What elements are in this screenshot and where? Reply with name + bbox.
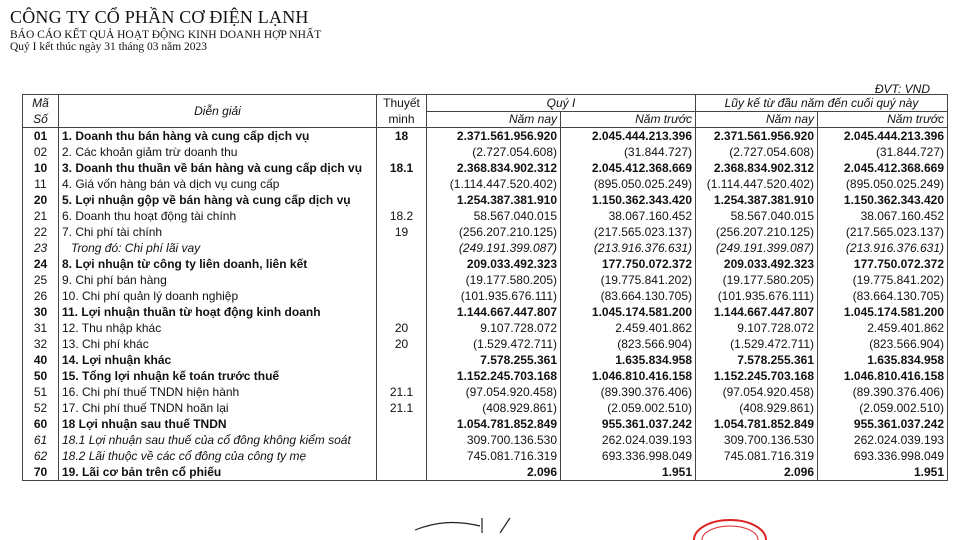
row-description: 5. Lợi nhuận gộp về bán hàng và cung cấp dịch vụ: [59, 192, 377, 208]
row-ytd-last-year: 955.361.037.242: [818, 416, 948, 432]
row-code: 20: [23, 192, 59, 208]
row-q1-last-year: 955.361.037.242: [561, 416, 696, 432]
row-ytd-this-year: 309.700.136.530: [696, 432, 818, 448]
row-ytd-last-year: (217.565.023.137): [818, 224, 948, 240]
row-q1-this-year: 2.096: [427, 464, 561, 481]
row-note: 18.2: [377, 208, 427, 224]
row-ytd-this-year: 1.152.245.703.168: [696, 368, 818, 384]
row-q1-this-year: (249.191.399.087): [427, 240, 561, 256]
row-ytd-last-year: (31.844.727): [818, 144, 948, 160]
col-desc-header: Diễn giải: [59, 95, 377, 128]
row-code: 32: [23, 336, 59, 352]
row-description: Trong đó: Chi phí lãi vay: [59, 240, 377, 256]
row-ytd-this-year: 1.054.781.852.849: [696, 416, 818, 432]
row-ytd-last-year: 1.635.834.958: [818, 352, 948, 368]
row-q1-last-year: 1.046.810.416.158: [561, 368, 696, 384]
row-ytd-this-year: (97.054.920.458): [696, 384, 818, 400]
row-q1-this-year: 58.567.040.015: [427, 208, 561, 224]
table-row: [23, 208, 948, 224]
row-note: 20: [377, 320, 427, 336]
row-ytd-last-year: (19.775.841.202): [818, 272, 948, 288]
row-q1-last-year: 2.459.401.862: [561, 320, 696, 336]
row-q1-this-year: 745.081.716.319: [427, 448, 561, 464]
row-note: 21.1: [377, 400, 427, 416]
table-row: [23, 352, 948, 368]
table-row: [23, 144, 948, 160]
row-note: [377, 272, 427, 288]
row-ytd-this-year: (249.191.399.087): [696, 240, 818, 256]
row-ytd-this-year: 2.371.561.956.920: [696, 128, 818, 145]
row-ytd-last-year: 262.024.039.193: [818, 432, 948, 448]
row-code: 31: [23, 320, 59, 336]
table-row: [23, 400, 948, 416]
table-row: [23, 320, 948, 336]
row-q1-this-year: (408.929.861): [427, 400, 561, 416]
table-row: [23, 432, 948, 448]
table-row: [23, 304, 948, 320]
row-ytd-last-year: (83.664.130.705): [818, 288, 948, 304]
row-note: [377, 192, 427, 208]
row-code: 26: [23, 288, 59, 304]
row-ytd-this-year: (19.177.580.205): [696, 272, 818, 288]
row-q1-this-year: (2.727.054.608): [427, 144, 561, 160]
row-code: 30: [23, 304, 59, 320]
row-description: 12. Thu nhập khác: [59, 320, 377, 336]
col-ytd-header: Lũy kế từ đầu năm đến cuối quý này: [696, 95, 948, 112]
row-description: 18.1 Lợi nhuận sau thuế của cổ đông không kiểm soát: [59, 432, 377, 448]
row-ytd-last-year: 2.045.444.213.396: [818, 128, 948, 145]
row-description: 3. Doanh thu thuần về bán hàng và cung cấp dịch vụ: [59, 160, 377, 176]
col-q1-header: Quý I: [427, 95, 696, 112]
row-description: 19. Lãi cơ bản trên cổ phiếu: [59, 464, 377, 481]
row-q1-last-year: 2.045.444.213.396: [561, 128, 696, 145]
row-code: 01: [23, 128, 59, 145]
row-description: 13. Chi phí khác: [59, 336, 377, 352]
col-code-header: Mã Số: [23, 95, 59, 128]
row-code: 52: [23, 400, 59, 416]
row-note: 18: [377, 128, 427, 145]
row-q1-last-year: (83.664.130.705): [561, 288, 696, 304]
report-header: [10, 8, 321, 54]
row-q1-this-year: 7.578.255.361: [427, 352, 561, 368]
row-ytd-last-year: (89.390.376.406): [818, 384, 948, 400]
row-q1-this-year: (1.529.472.711): [427, 336, 561, 352]
table-row: [23, 128, 948, 145]
row-note: [377, 256, 427, 272]
row-q1-this-year: (101.935.676.111): [427, 288, 561, 304]
row-q1-this-year: (256.207.210.125): [427, 224, 561, 240]
row-ytd-this-year: (1.114.447.520.402): [696, 176, 818, 192]
col-y-last-header: Năm trước: [818, 112, 948, 128]
row-description: 18.2 Lãi thuộc về các cổ đông của công ty mẹ: [59, 448, 377, 464]
row-ytd-this-year: 1.144.667.447.807: [696, 304, 818, 320]
row-note: [377, 144, 427, 160]
table-row: [23, 256, 948, 272]
row-code: 50: [23, 368, 59, 384]
row-ytd-last-year: 1.046.810.416.158: [818, 368, 948, 384]
row-description: 10. Chi phí quản lý doanh nghiệp: [59, 288, 377, 304]
row-note: [377, 368, 427, 384]
row-q1-this-year: 1.054.781.852.849: [427, 416, 561, 432]
row-code: 51: [23, 384, 59, 400]
col-q-this-header: Năm nay: [427, 112, 561, 128]
row-q1-last-year: 1.045.174.581.200: [561, 304, 696, 320]
row-ytd-last-year: 2.459.401.862: [818, 320, 948, 336]
row-description: 6. Doanh thu hoạt động tài chính: [59, 208, 377, 224]
row-note: [377, 352, 427, 368]
row-q1-this-year: (1.114.447.520.402): [427, 176, 561, 192]
row-ytd-last-year: (213.916.376.631): [818, 240, 948, 256]
row-description: 15. Tổng lợi nhuận kế toán trước thuế: [59, 368, 377, 384]
row-note: 20: [377, 336, 427, 352]
currency-unit: ĐVT: VND: [874, 82, 930, 96]
row-note: [377, 448, 427, 464]
row-code: 02: [23, 144, 59, 160]
row-description: 1. Doanh thu bán hàng và cung cấp dịch vụ: [59, 128, 377, 145]
company-seal: [690, 516, 770, 540]
report-period: Quý I kết thúc ngày 31 tháng 03 năm 2023: [10, 41, 208, 54]
row-q1-this-year: 1.254.387.381.910: [427, 192, 561, 208]
row-q1-last-year: (89.390.376.406): [561, 384, 696, 400]
row-code: 22: [23, 224, 59, 240]
row-ytd-this-year: 2.096: [696, 464, 818, 481]
row-description: 17. Chi phí thuế TNDN hoãn lại: [59, 400, 377, 416]
row-q1-last-year: 1.635.834.958: [561, 352, 696, 368]
row-note: [377, 304, 427, 320]
row-code: 23: [23, 240, 59, 256]
row-ytd-last-year: 693.336.998.049: [818, 448, 948, 464]
row-q1-last-year: 693.336.998.049: [561, 448, 696, 464]
row-note: [377, 464, 427, 481]
row-ytd-last-year: (823.566.904): [818, 336, 948, 352]
row-ytd-last-year: (895.050.025.249): [818, 176, 948, 192]
row-q1-last-year: (823.566.904): [561, 336, 696, 352]
row-q1-this-year: 1.144.667.447.807: [427, 304, 561, 320]
row-ytd-last-year: 177.750.072.372: [818, 256, 948, 272]
row-ytd-this-year: (2.727.054.608): [696, 144, 818, 160]
row-q1-this-year: 9.107.728.072: [427, 320, 561, 336]
row-q1-last-year: 2.045.412.368.669: [561, 160, 696, 176]
row-description: 2. Các khoản giảm trừ doanh thu: [59, 144, 377, 160]
table-row: [23, 384, 948, 400]
row-description: 11. Lợi nhuận thuần từ hoạt động kinh doanh: [59, 304, 377, 320]
table-row: [23, 336, 948, 352]
table-row: [23, 176, 948, 192]
row-note: [377, 240, 427, 256]
row-ytd-last-year: 1.045.174.581.200: [818, 304, 948, 320]
row-q1-this-year: 209.033.492.323: [427, 256, 561, 272]
row-description: 18 Lợi nhuận sau thuế TNDN: [59, 416, 377, 432]
row-note: [377, 176, 427, 192]
row-note: 18.1: [377, 160, 427, 176]
row-code: 60: [23, 416, 59, 432]
signature-mark: [410, 516, 520, 533]
row-ytd-this-year: (256.207.210.125): [696, 224, 818, 240]
row-description: 8. Lợi nhuận từ công ty liên doanh, liên kết: [59, 256, 377, 272]
table-row: [23, 464, 948, 481]
row-note: [377, 416, 427, 432]
row-ytd-this-year: (1.529.472.711): [696, 336, 818, 352]
row-ytd-this-year: 2.368.834.902.312: [696, 160, 818, 176]
row-ytd-this-year: 745.081.716.319: [696, 448, 818, 464]
row-ytd-this-year: 58.567.040.015: [696, 208, 818, 224]
row-q1-this-year: 2.371.561.956.920: [427, 128, 561, 145]
row-description: 4. Giá vốn hàng bán và dịch vụ cung cấp: [59, 176, 377, 192]
header-row: [23, 95, 948, 112]
row-ytd-this-year: 9.107.728.072: [696, 320, 818, 336]
row-q1-this-year: 309.700.136.530: [427, 432, 561, 448]
row-q1-last-year: 177.750.072.372: [561, 256, 696, 272]
row-ytd-this-year: 1.254.387.381.910: [696, 192, 818, 208]
row-q1-last-year: (2.059.002.510): [561, 400, 696, 416]
row-code: 40: [23, 352, 59, 368]
row-q1-last-year: 1.150.362.343.420: [561, 192, 696, 208]
table-row: [23, 272, 948, 288]
row-q1-this-year: 2.368.834.902.312: [427, 160, 561, 176]
table-row: [23, 448, 948, 464]
row-description: 7. Chi phí tài chính: [59, 224, 377, 240]
row-description: 14. Lợi nhuận khác: [59, 352, 377, 368]
table-row: [23, 416, 948, 432]
row-note: 19: [377, 224, 427, 240]
income-statement-table: [22, 94, 948, 481]
table-row: [23, 192, 948, 208]
row-q1-last-year: (19.775.841.202): [561, 272, 696, 288]
row-code: 11: [23, 176, 59, 192]
row-q1-last-year: 1.951: [561, 464, 696, 481]
row-code: 62: [23, 448, 59, 464]
row-ytd-last-year: 2.045.412.368.669: [818, 160, 948, 176]
row-q1-last-year: (895.050.025.249): [561, 176, 696, 192]
row-ytd-this-year: (101.935.676.111): [696, 288, 818, 304]
row-note: [377, 432, 427, 448]
row-code: 21: [23, 208, 59, 224]
row-ytd-last-year: 1.951: [818, 464, 948, 481]
col-y-this-header: Năm nay: [696, 112, 818, 128]
row-code: 24: [23, 256, 59, 272]
row-ytd-this-year: 7.578.255.361: [696, 352, 818, 368]
col-note-header: Thuyết minh: [377, 95, 427, 128]
row-note: 21.1: [377, 384, 427, 400]
table-row: [23, 160, 948, 176]
row-q1-this-year: (19.177.580.205): [427, 272, 561, 288]
table-row: [23, 288, 948, 304]
table-row: [23, 224, 948, 240]
row-description: 9. Chi phí bán hàng: [59, 272, 377, 288]
report-title: BÁO CÁO KẾT QUẢ HOẠT ĐỘNG KINH DOANH HỢP NHẤT: [10, 28, 322, 41]
row-note: [377, 288, 427, 304]
row-ytd-last-year: 38.067.160.452: [818, 208, 948, 224]
row-description: 16. Chi phí thuế TNDN hiện hành: [59, 384, 377, 400]
company-name: CÔNG TY CỔ PHẦN CƠ ĐIỆN LẠNH: [10, 7, 309, 27]
row-q1-last-year: (31.844.727): [561, 144, 696, 160]
row-q1-this-year: 1.152.245.703.168: [427, 368, 561, 384]
table-row: [23, 368, 948, 384]
row-code: 61: [23, 432, 59, 448]
row-code: 25: [23, 272, 59, 288]
col-q-last-header: Năm trước: [561, 112, 696, 128]
row-q1-this-year: (97.054.920.458): [427, 384, 561, 400]
table-row: [23, 240, 948, 256]
row-ytd-this-year: (408.929.861): [696, 400, 818, 416]
row-code: 10: [23, 160, 59, 176]
row-q1-last-year: (213.916.376.631): [561, 240, 696, 256]
row-code: 70: [23, 464, 59, 481]
row-ytd-last-year: 1.150.362.343.420: [818, 192, 948, 208]
row-q1-last-year: 262.024.039.193: [561, 432, 696, 448]
row-ytd-last-year: (2.059.002.510): [818, 400, 948, 416]
row-ytd-this-year: 209.033.492.323: [696, 256, 818, 272]
row-q1-last-year: (217.565.023.137): [561, 224, 696, 240]
row-q1-last-year: 38.067.160.452: [561, 208, 696, 224]
